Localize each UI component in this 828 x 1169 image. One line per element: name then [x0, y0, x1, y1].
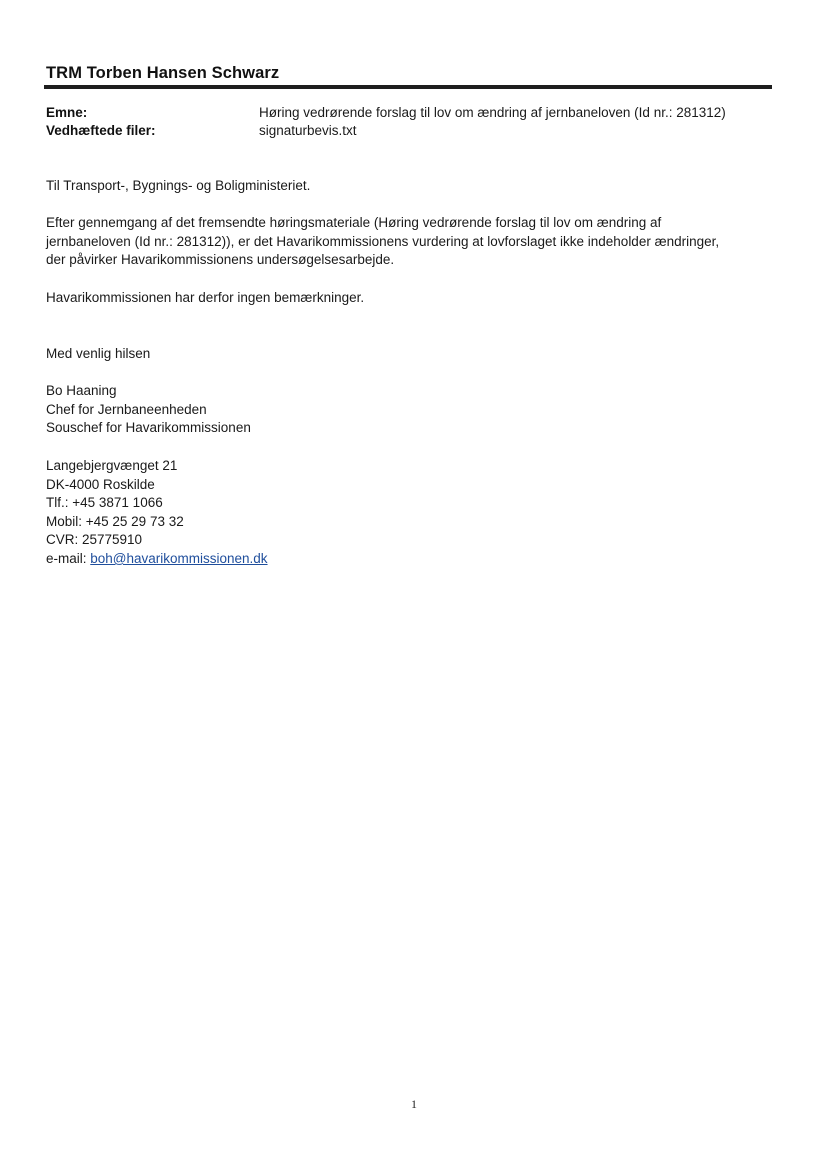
signature-name: Bo Haaning	[46, 383, 117, 398]
contact-cvr: CVR: 25775910	[46, 532, 143, 548]
paragraph-1-line-3: der påvirker Havarikommissionens undersøgelsesarbejde.	[46, 252, 395, 268]
contact-block	[46, 457, 776, 569]
signature-title-2: Souschef for Havarikommissionen	[46, 420, 251, 436]
closing	[46, 345, 776, 364]
sender-name: TRM Torben Hansen Schwarz	[46, 64, 280, 82]
contact-mobile: Mobil: +45 25 29 73 32	[46, 513, 184, 529]
closing-text: Med venlig hilsen	[46, 346, 151, 361]
subject-value: Høring vedrørende forslag til lov om ændring af jernbaneloven (Id nr.: 281312)	[259, 105, 726, 120]
salutation-text: Til Transport-, Bygnings- og Boligministeriet.	[46, 178, 311, 193]
salutation	[46, 177, 776, 196]
email-label: e-mail:	[46, 550, 91, 566]
contact-city: DK-4000 Roskilde	[46, 476, 155, 492]
email-link[interactable]: boh@havarikommissionen.dk	[90, 550, 268, 566]
paragraph-1-line-1: Efter gennemgang af det fremsendte høringsmateriale (Høring vedrørende forslag til lov om ændring af	[46, 215, 662, 230]
attachments-label: Vedhæftede filer:	[46, 123, 156, 138]
paragraph-2	[46, 289, 776, 308]
signature-title-1: Chef for Jernbaneenheden	[46, 401, 207, 417]
paragraph-2-text: Havarikommissionen har derfor ingen bemærkninger.	[46, 290, 365, 305]
paragraph-1-line-2: jernbaneloven (Id nr.: 281312)), er det Havarikommissionens vurdering at lovforslaget ikke indeholder ændringer,	[46, 233, 720, 249]
sender-divider	[44, 85, 772, 89]
subject-label: Emne:	[46, 105, 88, 120]
signature-block	[46, 382, 776, 438]
paragraph-1	[46, 214, 776, 270]
contact-address: Langebjergvænget 21	[46, 458, 178, 473]
contact-phone: Tlf.: +45 3871 1066	[46, 495, 163, 511]
page-number: 1	[411, 1097, 417, 1111]
attachment-file: signaturbevis.txt	[259, 123, 357, 138]
contact-email-line	[46, 550, 776, 569]
